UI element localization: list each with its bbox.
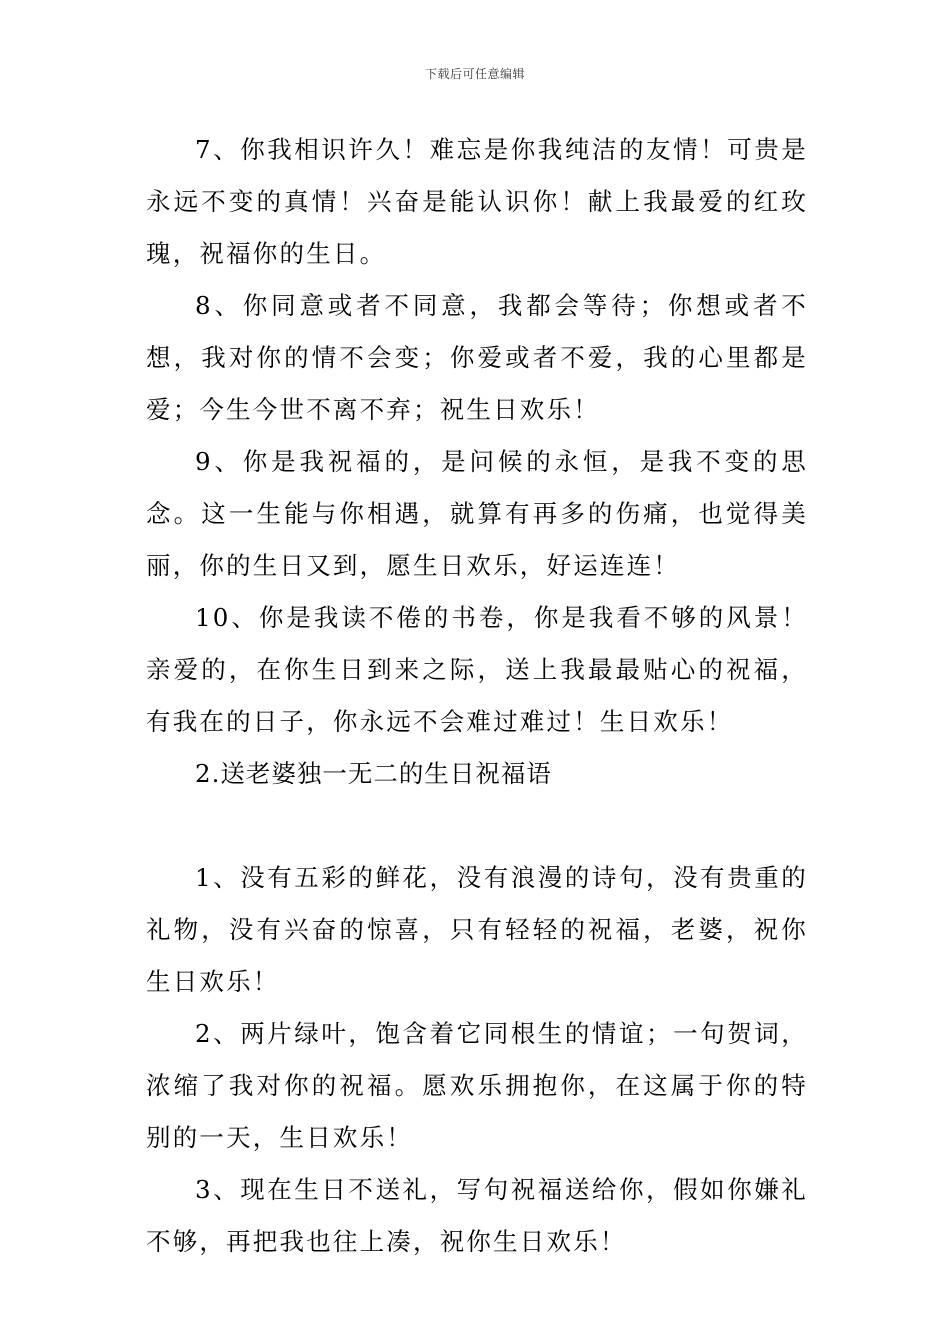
page-header: 下载后可任意编辑 <box>424 67 525 81</box>
paragraph-3: 3、现在生日不送礼，写句祝福送给你，假如你嫌礼不够，再把我也往上凑，祝你生日欢乐！ <box>146 1175 808 1256</box>
document-body <box>146 124 808 1268</box>
blank-line <box>146 800 808 852</box>
paragraph-7: 7、你我相识许久！难忘是你我纯洁的友情！可贵是永远不变的真情！兴奋是能认识你！献上我最爱的红玫瑰，祝福你的生日。 <box>146 135 808 268</box>
paragraph-2: 2、两片绿叶，饱含着它同根生的情谊；一句贺词，浓缩了我对你的祝福。愿欢乐拥抱你，在这属于你的特别的一天，生日欢乐！ <box>146 1019 808 1152</box>
paragraph-9: 9、你是我祝福的，是问候的永恒，是我不变的思念。这一生能与你相遇，就算有再多的伤痛，也觉得美丽，你的生日又到，愿生日欢乐，好运连连！ <box>146 447 808 580</box>
paragraph-1: 1、没有五彩的鲜花，没有浪漫的诗句，没有贵重的礼物，没有兴奋的惊喜，只有轻轻的祝福，老婆，祝你生日欢乐！ <box>146 863 808 996</box>
section-heading: 2.送老婆独一无二的生日祝福语 <box>195 759 552 788</box>
paragraph-10: 10、你是我读不倦的书卷，你是我看不够的风景！亲爱的，在你生日到来之际，送上我最最贴心的祝福，有我在的日子，你永远不会难过难过！生日欢乐！ <box>146 603 808 736</box>
paragraph-8: 8、你同意或者不同意，我都会等待；你想或者不想，我对你的情不会变；你爱或者不爱，我的心里都是爱；今生今世不离不弃；祝生日欢乐！ <box>146 291 808 424</box>
